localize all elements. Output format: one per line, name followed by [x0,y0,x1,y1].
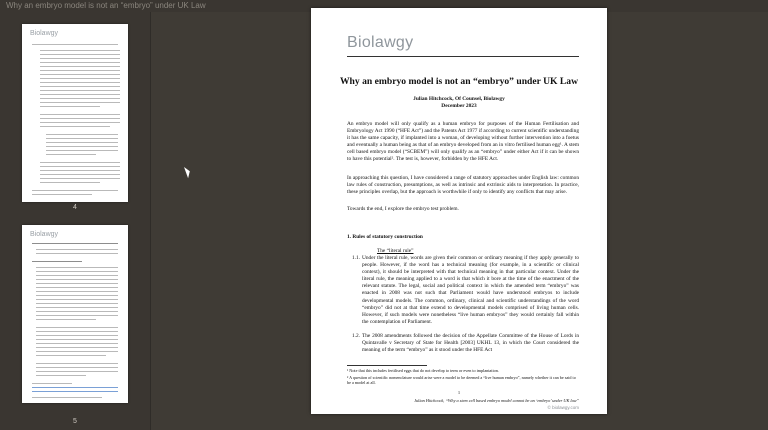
document-page[interactable] [311,8,607,414]
footnote: ¹ Note that this includes fertilised eggs that do not develop to term or even to implantation. [347,368,499,373]
section-heading: 1. Rules of statutory construction [347,234,423,240]
page-number: 1 [457,390,461,395]
site-credit: © biolawgy.com [547,405,579,410]
numbered-paragraph [352,333,579,354]
cursor-icon [184,166,192,179]
intro-paragraph [347,121,579,164]
page-footer: Julian Hitchcock, “Why a stem cell based embryo model cannot be an ‘embryo’ under UK law” [414,398,579,403]
intro-paragraph-3: Towards the end, I explore the embryo test problem. [347,206,459,212]
subheading: The “literal rule” [377,248,414,254]
thumbnail-logo: Biolawgy [30,30,59,37]
paragraph-number: 1.2. [352,333,361,339]
intro-paragraph [347,175,579,196]
thumbnail-sidebar[interactable] [0,12,150,430]
sidebar-divider[interactable] [150,12,151,430]
paragraph-text: Under the literal rule, words are given their common or ordinary meaning if they apply generally to people. However, if the word has a technical meaning (for example, in a scientific or clinical context), it should be interpreted with that technical meaning in that particular context. Under the literal rule, the meaning applied to a word is that which it bore at the time of the enactment of the relevant statute. The legal, social and political context in which the amended term “embryo” was enacted in 2008 was not such that Parliament would have understood embryos to include developmental models. The common, ordinary, clinical and scientific understandings of the word “embryo” did not at that time extend to developmental models comprised of living human cells. However, if such models were nonetheless “live human embryos” they would certainly fall within the contemplation of Parliament. [362,255,579,325]
paragraph-number: 1.1. [352,255,361,261]
numbered-paragraph [352,255,579,326]
thumbnail-page-4[interactable] [22,24,128,202]
footnote: ² A question of scientific nomenclature would arise were a model to be deemed a “live human embryo”, namely whether it can be said to be a model at all. [347,375,576,386]
document-date: December 2023 [441,103,477,109]
window-title: Why an embryo model is not an “embryo” under UK Law [6,1,206,10]
thumbnail-page-label: 4 [73,204,77,211]
document-title: Why an embryo model is not an “embryo” under UK Law [339,76,579,87]
thumbnail-page-label: 5 [73,418,77,425]
intro-paragraph-2: In approaching this question, I have considered a range of statutory approaches under English law: common law rules of construction, presumptions, as well as intrinsic and extrinsic aids to interpretation. In practice, these principles overlap, but the approach is worthwhile if only to identify any conflicts that may arise. [347,175,579,196]
intro-paragraph-1: An embryo model will only qualify as a human embryo for purposes of the Human Fertilisation and Embryology Act 1990 (“HFE Act”) and the Patents Act 1977 if according to current scientific understanding it has the same capacity, if implanted into a woman, of developing without further intervention into a foetus and eventually a human being as that of an embryo developed from an in vitro fertilised human egg¹. A stem cell based embryo model (“SCBEM”) will only qualify as an “embryo” under either Act if it can be shown to have this potential². The test is, however, forbidden by the HFE Act. [347,121,579,163]
paragraph-text: The 2008 amendments followed the decision of the Appellate Committee of the House of Lords in Quintavalle v Secretary of State for Health [2003] UKHL 13, in which the Court considered the meaning of the term “embryo” as it stood under the HFE Act [362,333,579,354]
footnote-rule [347,365,427,366]
header-rule [347,56,579,57]
intro-paragraph [347,206,579,213]
thumbnail-page-5[interactable] [22,225,128,403]
thumbnail-logo: Biolawgy [30,231,59,238]
document-logo: Biolawgy [347,34,414,51]
document-author: Julian Hitchcock, Of Counsel, Biolawgy [413,96,505,102]
